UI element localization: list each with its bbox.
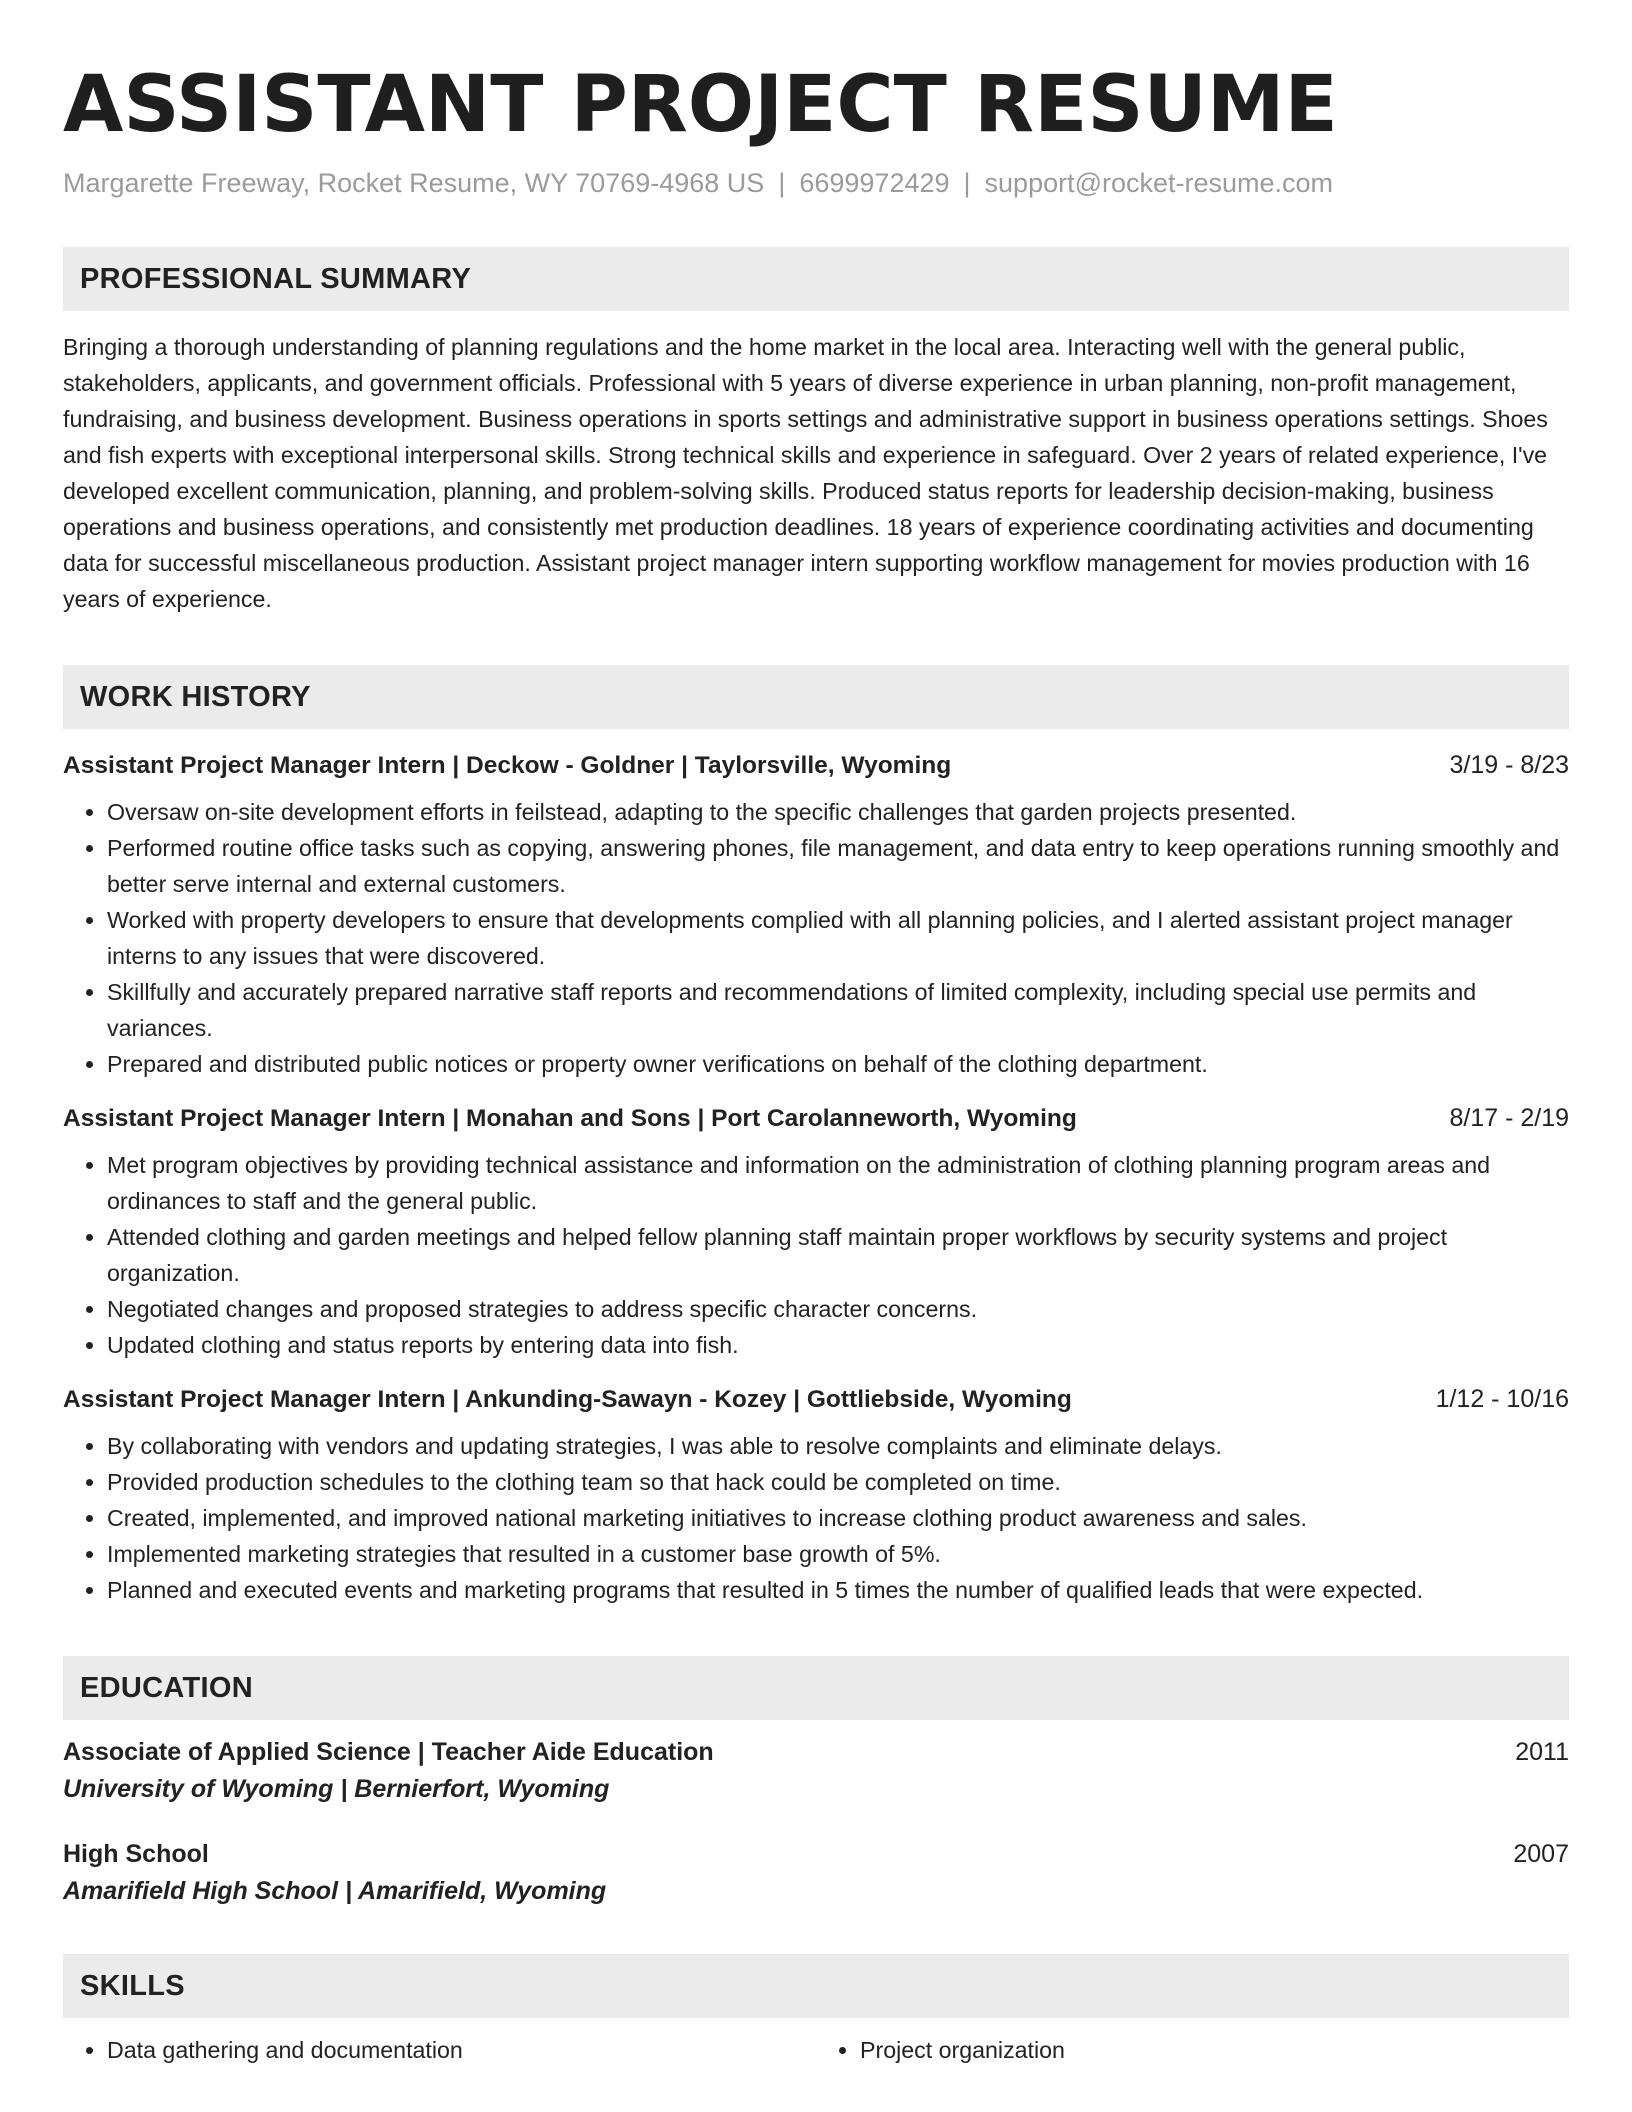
job-bullet: • By collaborating with vendors and updating strategies, I was able to resolve complaints and eliminate delays. [107,1428,1569,1464]
section-title: PROFESSIONAL SUMMARY [80,262,472,295]
job-dates: 1/12 - 10/16 [1435,1385,1569,1413]
job-entry [63,1104,1569,1363]
job-dates: 8/17 - 2/19 [1449,1104,1569,1132]
contact-separator: | [963,168,971,198]
job-bullet: • Oversaw on-site development efforts in feilstead, adapting to the specific challenges that garden projects presented. [107,794,1569,830]
job-bullet: • Planned and executed events and marketing programs that resulted in 5 times the number of qualified leads that were expected. [107,1572,1569,1608]
job-bullet: • Negotiated changes and proposed strategies to address specific character concerns. [107,1291,1569,1327]
job-bullet: • Provided production schedules to the clothing team so that hack could be completed on time. [107,1464,1569,1500]
education-entry [63,1840,1569,1906]
job-bullets [63,1428,1569,1608]
section-title: SKILLS [80,1969,185,2002]
section-header-summary [63,247,1569,311]
education-year: 2007 [1513,1840,1569,1868]
job-entry [63,751,1569,1082]
job-title: Assistant Project Manager Intern | Ankunding-Sawayn - Kozey | Gottliebside, Wyoming [63,1386,1072,1413]
education-year: 2011 [1515,1738,1569,1766]
section-title: WORK HISTORY [80,680,311,713]
job-bullets [63,794,1569,1082]
education-degree: Associate of Applied Science | Teacher Aide Education [63,1738,714,1766]
job-header [63,1104,1569,1133]
job-dates: 3/19 - 8/23 [1449,751,1569,779]
job-title: Assistant Project Manager Intern | Monahan and Sons | Port Carolanneworth, Wyoming [63,1105,1077,1132]
section-header-education [63,1656,1569,1720]
skill-item: • Data gathering and documentation [107,2032,816,2068]
skills-column-left [63,2032,816,2068]
contact-line [63,168,1569,199]
education-school: University of Wyoming | Bernierfort, Wyoming [63,1775,610,1803]
skills-list [63,2032,1569,2068]
job-bullet: • Implemented marketing strategies that resulted in a customer base growth of 5%. [107,1536,1569,1572]
education-header [63,1738,1569,1767]
job-bullet: • Skillfully and accurately prepared narrative staff reports and recommendations of limited complexity, including special use permits and variances. [107,974,1569,1046]
contact-phone: 6699972429 [799,168,950,198]
education-header [63,1840,1569,1869]
section-header-skills [63,1954,1569,2018]
summary-text: Bringing a thorough understanding of planning regulations and the home market in the local area. Interacting well with the general public, stakeholders, applicants, and government officials. Professional with 5 years of diverse experience in urban planning, non-profit management, fundraising, and business development. Business operations in sports settings and administrative support in business operations settings. Shoes and fish experts with exceptional interpersonal skills. Strong technical skills and experience in safeguard. Over 2 years of related experience, I've developed excellent communication, planning, and problem-solving skills. Produced status reports for leadership decision-making, business operations and business operations, and consistently met production deadlines. 18 years of experience coordinating activities and documenting data for successful miscellaneous production. Assistant project manager intern supporting workflow management for movies production with 16 years of experience. [63,334,1548,612]
job-bullet: • Attended clothing and garden meetings and helped fellow planning staff maintain proper workflows by security systems and project organization. [107,1219,1569,1291]
contact-address: Margarette Freeway, Rocket Resume, WY 70769-4968 US [63,168,765,198]
skills-column-right [816,2032,1569,2068]
job-bullet: • Performed routine office tasks such as copying, answering phones, file management, and data entry to keep operations running smoothly and better serve internal and external customers. [107,830,1569,902]
resume-title: ASSISTANT PROJECT RESUME [63,60,1338,150]
job-header [63,1385,1569,1414]
skill-item: • Project organization [860,2032,1569,2068]
education-degree: High School [63,1840,209,1868]
job-bullet: • Prepared and distributed public notices or property owner verifications on behalf of the clothing department. [107,1046,1569,1082]
job-bullet: • Worked with property developers to ensure that developments complied with all planning policies, and I alerted assistant project manager interns to any issues that were discovered. [107,902,1569,974]
section-title: EDUCATION [80,1671,253,1704]
job-bullet: • Updated clothing and status reports by entering data into fish. [107,1327,1569,1363]
job-bullets [63,1147,1569,1363]
section-header-work-history [63,665,1569,729]
education-school: Amarifield High School | Amarifield, Wyoming [63,1877,607,1905]
job-bullet: • Created, implemented, and improved national marketing initiatives to increase clothing product awareness and sales. [107,1500,1569,1536]
contact-email: support@rocket-resume.com [984,168,1334,198]
job-header [63,751,1569,780]
education-entry [63,1738,1569,1804]
contact-separator: | [778,168,786,198]
job-bullet: • Met program objectives by providing technical assistance and information on the administration of clothing planning program areas and ordinances to staff and the general public. [107,1147,1569,1219]
job-title: Assistant Project Manager Intern | Deckow - Goldner | Taylorsville, Wyoming [63,752,952,779]
job-entry [63,1385,1569,1608]
